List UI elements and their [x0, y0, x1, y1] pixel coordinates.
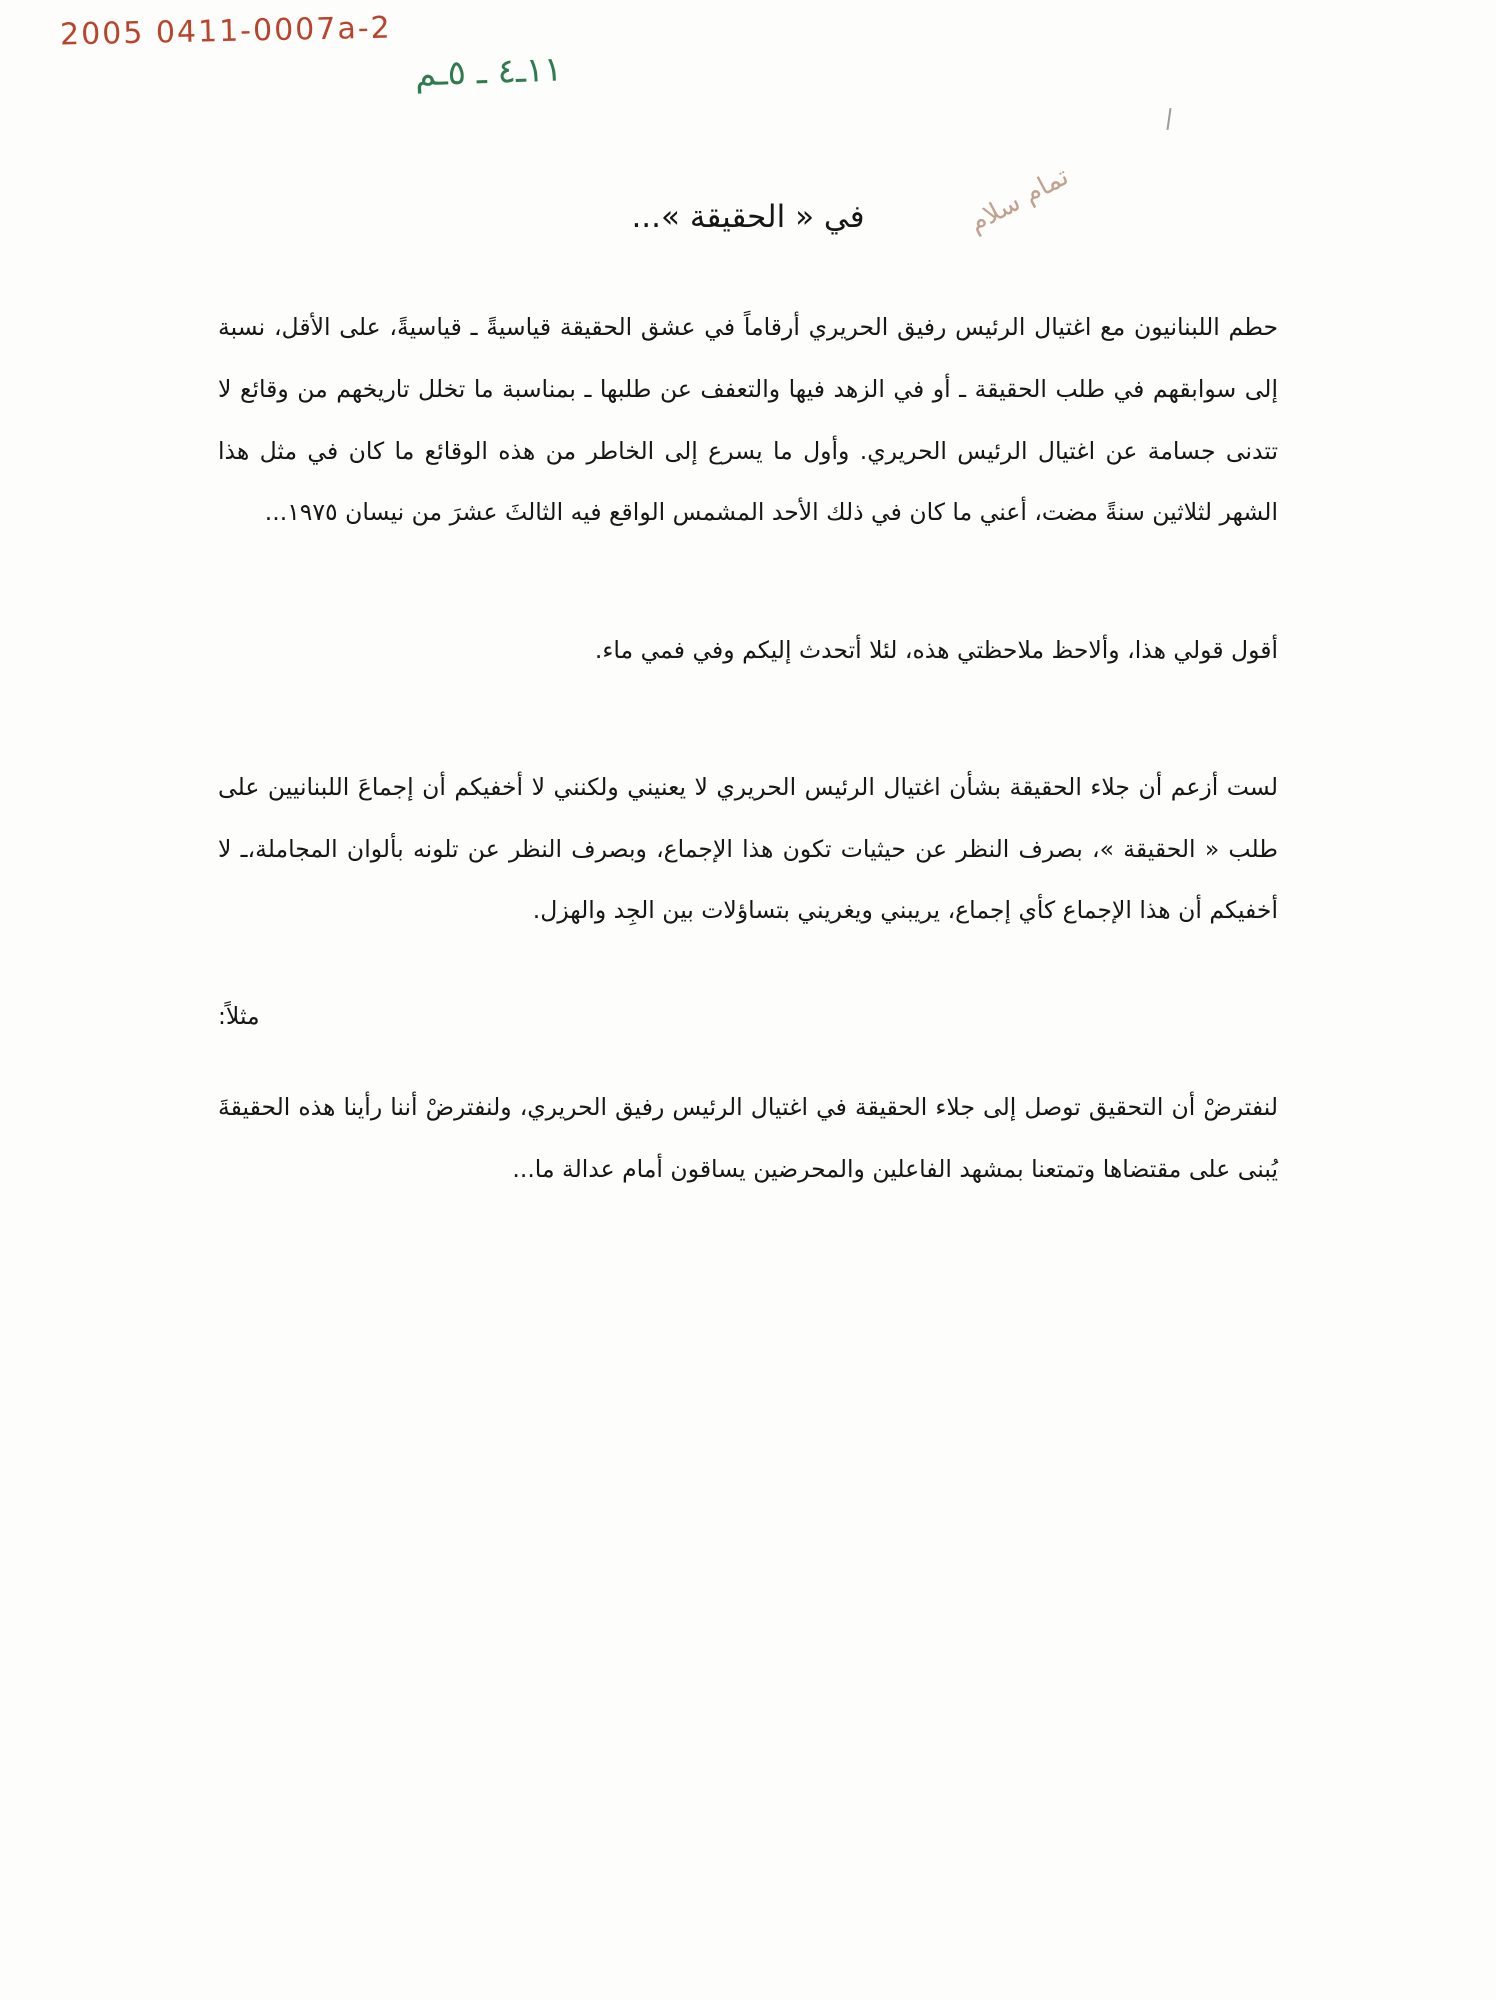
- paragraph-4-marker: مثلاً:: [218, 1001, 260, 1030]
- signature-annotation: تمام سلام: [964, 161, 1074, 239]
- paragraph-2: أقول قولي هذا، وألاحظ ملاحظتي هذه، لئلا أتحدث إليكم وفي فمي ماء.: [594, 635, 1278, 664]
- document-body: [218, 196, 1278, 1201]
- page-title: في «‏ الحقيقة ‏»...: [631, 199, 865, 235]
- tick-mark-annotation: [1166, 108, 1171, 130]
- paragraph-1: حطم اللبنانيون مع اغتيال الرئيس رفيق الحريري أرقاماً في عشق الحقيقة قياسيةً ـ قياسيةً، على الأقل، نسبة إلى سوابقهم في طلب الحقيقة ـ أو في الزهد فيها والتعفف عن طلبها ـ بمناسبة ما تخلل تاريخهم من وقائع لا تتدنى جسامة عن اغتيال الرئيس الحريري. وأول ما يسرع إلى الخاطر من هذه الوقائع ما كان في مثل هذا الشهر لثلاثين سنةً مضت، أعني ما كان في ذلك الأحد المشمس الواقع فيه الثالثَ عشرَ من نيسان ١٩٧٥...: [218, 313, 1278, 527]
- paragraph-5: لنفترضْ أن التحقيق توصل إلى جلاء الحقيقة في اغتيال الرئيس رفيق الحريري، ولنفترضْ أننا رأينا هذه الحقيقةَ يُبنى على مقتضاها وتمتعنا بمشهد الفاعلين والمحرضين يساقون أمام عدالة ما...: [218, 1093, 1278, 1184]
- paragraph-3: لست أزعم أن جلاء الحقيقة بشأن اغتيال الرئيس الحريري لا يعنيني ولكنني لا أخفيكم أن إجماعَ اللبنانيين على طلب « الحقيقة »، بصرف النظر عن حيثيات تكون هذا الإجماع، وبصرف النظر عن تلونه بألوان المجاملة،ـ لا أخفيكم أن هذا الإجماع كأي إجماع، يريبني ويغريني بتساؤلات بين الجِد والهزل.: [218, 773, 1278, 925]
- date-annotation: ١١ـ٤ ـ ٥ـم: [414, 49, 563, 95]
- archive-code-annotation: 2005 0411-0007a-2: [59, 10, 393, 53]
